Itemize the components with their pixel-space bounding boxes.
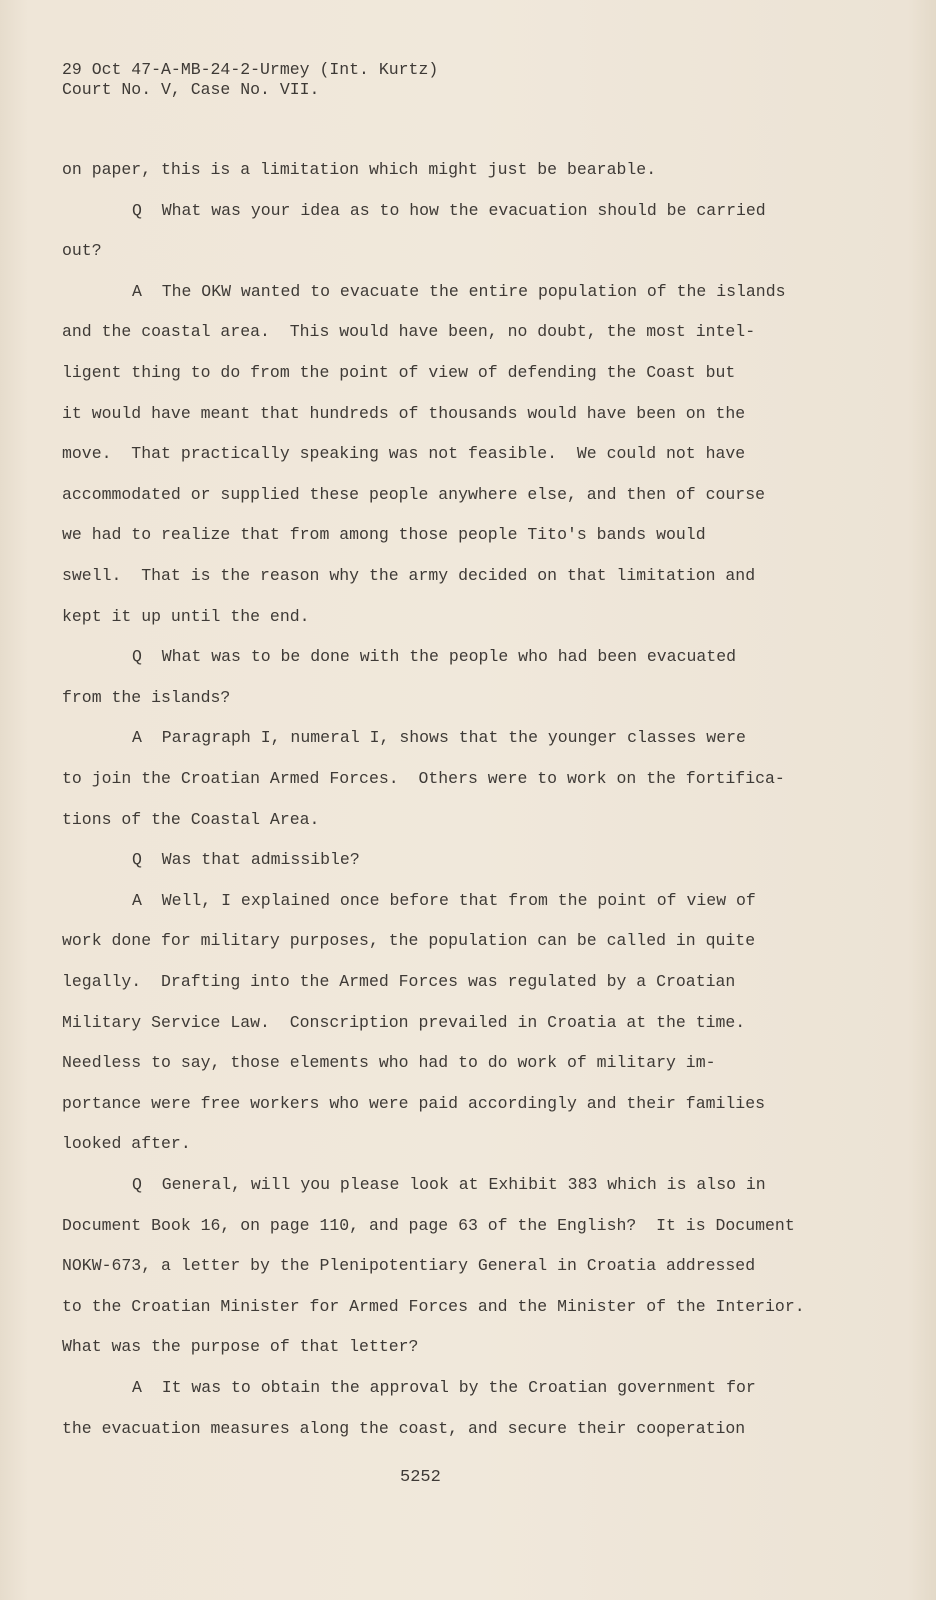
body-line: Military Service Law. Conscription prevailed in Croatia at the time.: [62, 1012, 746, 1032]
body-line: looked after.: [62, 1134, 191, 1154]
body-line: A It was to obtain the approval by the Croatian government for: [132, 1378, 756, 1397]
body-line: kept it up until the end.: [62, 606, 310, 626]
body-line: What was the purpose of that letter?: [62, 1337, 419, 1357]
body-line: accommodated or supplied these people anywhere else, and then of course: [62, 484, 766, 504]
body-line: A The OKW wanted to evacuate the entire population of the islands: [132, 281, 786, 301]
body-line: ligent thing to do from the point of view of defending the Coast but: [62, 363, 736, 382]
body-line: Q General, will you please look at Exhibit 383 which is also in: [132, 1175, 766, 1194]
body-line: on paper, this is a limitation which might just be bearable.: [62, 160, 657, 179]
body-line: A Paragraph I, numeral I, shows that the younger classes were: [132, 728, 746, 748]
body-line: tions of the Coastal Area.: [62, 809, 320, 829]
body-line: Needless to say, those elements who had to do work of military im-: [62, 1053, 716, 1073]
body-line: A Well, I explained once before that from the point of view of: [132, 890, 756, 910]
body-line: to the Croatian Minister for Armed Forces and the Minister of the Interior.: [62, 1296, 805, 1316]
header-line-1: 29 Oct 47-A-MB-24-2-Urmey (Int. Kurtz): [62, 60, 439, 79]
body-line: and the coastal area. This would have been, no doubt, the most intel-: [62, 322, 756, 342]
body-line: it would have meant that hundreds of thousands would have been on the: [62, 403, 746, 423]
body-line: legally. Drafting into the Armed Forces was regulated by a Croatian: [62, 972, 736, 991]
body-line: we had to realize that from among those people Tito's bands would: [62, 525, 706, 545]
body-line: out?: [62, 241, 102, 261]
body-line: NOKW-673, a letter by the Plenipotentiary General in Croatia addressed: [62, 1256, 756, 1276]
header-line-2: Court No. V, Case No. VII.: [62, 80, 320, 99]
body-line: Q What was to be done with the people who had been evacuated: [132, 647, 736, 667]
body-line: swell. That is the reason why the army decided on that limitation and: [62, 566, 756, 585]
body-line: to join the Croatian Armed Forces. Others were to work on the fortifica-: [62, 769, 785, 788]
body-line: the evacuation measures along the coast, and secure their cooperation: [62, 1418, 746, 1438]
body-line: from the islands?: [62, 687, 231, 707]
body-line: move. That practically speaking was not feasible. We could not have: [62, 444, 746, 464]
body-line: portance were free workers who were paid accordingly and their families: [62, 1093, 766, 1113]
body-line: Q What was your idea as to how the evacuation should be carried: [132, 200, 766, 220]
body-line: work done for military purposes, the population can be called in quite: [62, 931, 756, 951]
page-number: 5252: [400, 1468, 441, 1487]
body-line: Document Book 16, on page 110, and page 63 of the English? It is Document: [62, 1215, 795, 1235]
body-line: Q Was that admissible?: [132, 850, 360, 870]
